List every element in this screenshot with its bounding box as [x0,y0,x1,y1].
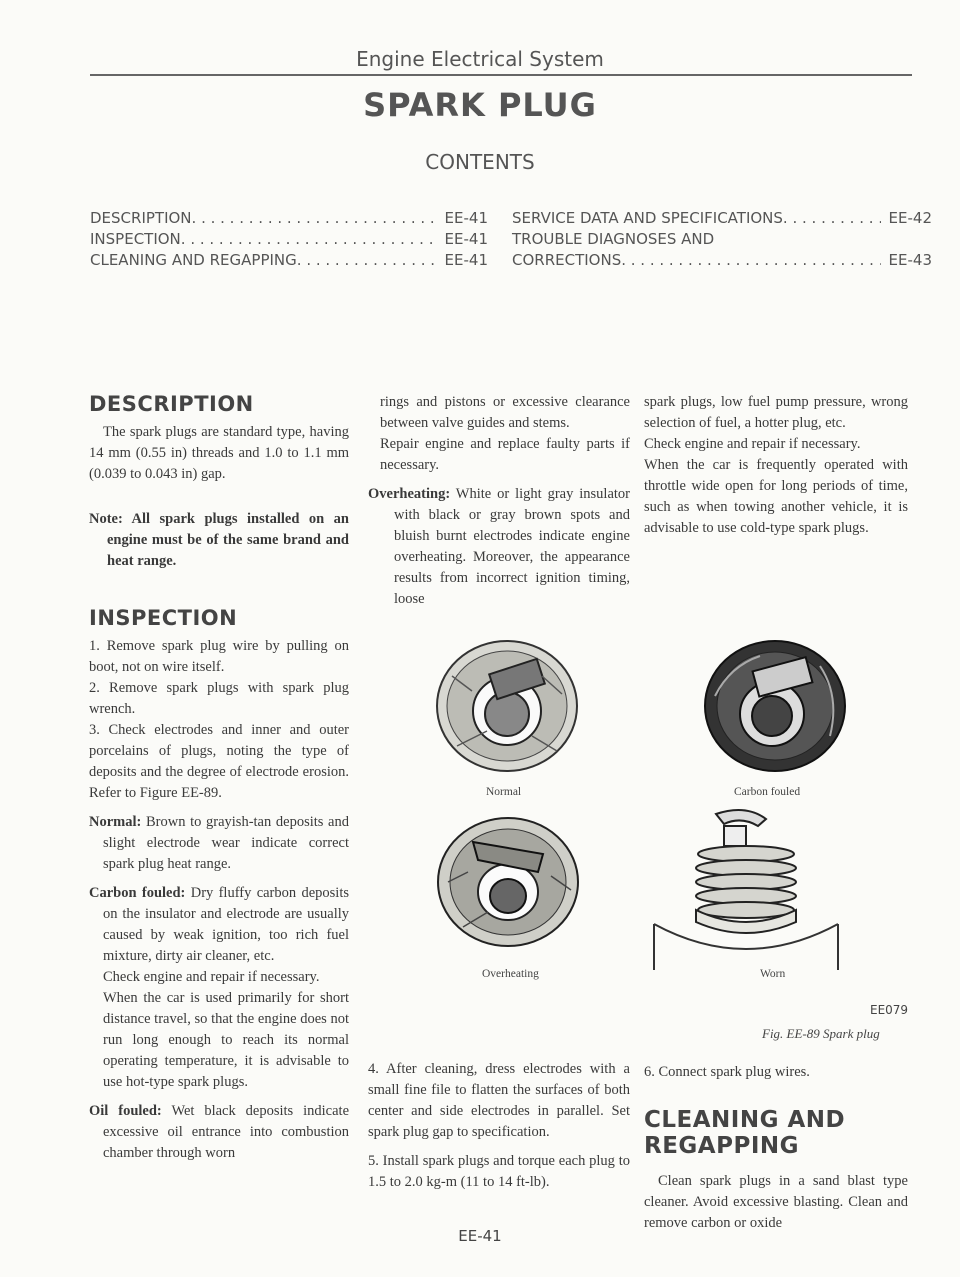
overheating-paragraph: Overheating: White or light gray insulator with black or gray brown spots and bluish burnt electrodes indicate engine overheating. Moreover, the appearance results from incorrect ignition timing, loose [368,486,630,607]
middle-lower [368,1059,630,1201]
cleaning-heading-line-1: CLEANING AND [644,1107,846,1133]
step-6: 6. Connect spark plug wires. [644,1064,810,1080]
cleaning-heading-line-2: REGAPPING [644,1133,799,1159]
inspection-step: 1. Remove spark plug wire by pulling on boot, not on wire itself. [89,638,349,675]
toc-right [512,208,932,271]
cleaning-text: Clean spark plugs in a sand blast type cleaner. Avoid excessive blasting. Clean and remove carbon or oxide [644,1173,908,1231]
figure-caption: Fig. EE-89 Spark plug [762,1026,880,1041]
toc-item[interactable]: DESCRIPTION . . . EE-41 [90,208,488,229]
right-cont-3: When the car is frequently operated with throttle wide open for long periods of time, such as when towing another vehicle, it is advisable to use cold-type spark plugs. [644,457,908,536]
worn-plug-image [646,804,846,974]
contents-title: CONTENTS [425,150,535,174]
toc-item[interactable]: CORRECTIONS . . . EE-43 [512,250,932,271]
carbon-when: When the car is used primarily for short distance travel, so that the engine does not run long enough to reach its normal operating temperature, it is advisable to use hot-type spark plugs. [103,990,349,1090]
fig-label-worn: Worn [760,968,786,980]
normal-paragraph: Normal: Brown to grayish-tan deposits and slight electrode wear indicate correct spark plug heat range. [89,814,349,872]
toc-left [90,208,488,271]
description-heading: DESCRIPTION [89,392,254,416]
toc-item[interactable]: CLEANING AND REGAPPING . . . EE-41 [90,250,488,271]
running-header: Engine Electrical System [356,47,604,71]
carbon-check: Check engine and repair if necessary. [103,969,320,985]
description-body: The spark plugs are standard type, having 14 mm (0.55 in) threads and 1.0 to 1.1 mm (0.039 to 0.043 in) gap. [89,424,349,482]
right-lower [644,1062,908,1242]
description-note: Note: All spark plugs installed on an engine must be of the same brand and heat range. [89,511,349,569]
right-cont-1: spark plugs, low fuel pump pressure, wrong selection of fuel, a hotter plug, etc. [644,394,908,431]
inspection-step: 2. Remove spark plugs with spark plug wrench. [89,680,349,717]
middle-cont-2: Repair engine and replace faulty parts if necessary. [380,436,630,473]
right-cont-2: Check engine and repair if necessary. [644,436,861,452]
middle-column [368,392,630,618]
toc-item: TROUBLE DIAGNOSES AND [512,230,715,248]
normal-plug-image [432,636,582,776]
middle-cont-1: rings and pistons or excessive clearance between valve guides and stems. [380,394,630,431]
step-5: 5. Install spark plugs and torque each plug to 1.5 to 2.0 kg-m (11 to 14 ft-lb). [368,1153,630,1190]
toc-item[interactable]: SERVICE DATA AND SPECIFICATIONS . . . EE-42 [512,208,932,229]
page-number: EE-41 [458,1227,502,1245]
fig-label-normal: Normal [486,786,522,798]
page-title: SPARK PLUG [363,86,597,124]
carbon-paragraph: Carbon fouled: Dry fluffy carbon deposits on the insulator and electrode are usually caused by weak ignition, too rich fuel mixture, dirty air cleaner, etc. [89,885,350,964]
step-4: 4. After cleaning, dress electrodes with a small fine file to flatten the surfaces of both center and side electrodes in parallel. Set spark plug gap to specification. [368,1061,630,1140]
oil-paragraph: Oil fouled: Wet black deposits indicate excessive oil entrance into combustion chamber through worn [89,1103,350,1161]
figure-code: EE079 [870,1003,909,1017]
right-column [644,392,908,547]
header-rule [90,74,912,76]
carbon-fouled-plug-image [700,636,850,776]
left-column [89,392,349,1172]
fig-label-carbon-fouled: Carbon fouled [734,786,801,798]
inspection-heading: INSPECTION [89,606,238,630]
inspection-step: 3. Check electrodes and inner and outer porcelains of plugs, noting the type of deposits and the degree of electrode erosion. Refer to Figure EE-89. [89,722,349,801]
overheating-plug-image [433,812,583,952]
fig-label-overheating: Overheating [482,968,539,980]
toc-item[interactable]: INSPECTION . . . EE-41 [90,229,488,250]
